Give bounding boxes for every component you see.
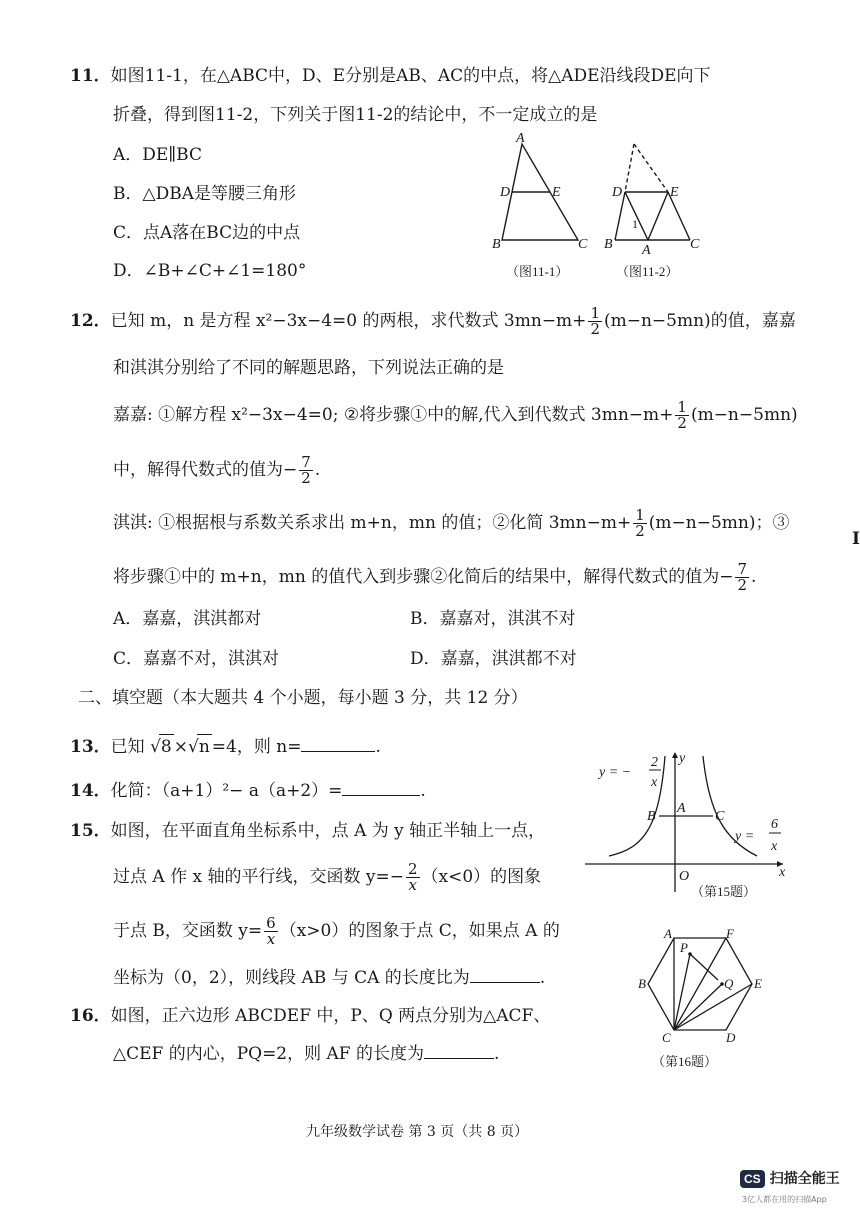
fraction-6-over-x — [264, 916, 278, 947]
q16-line2 — [113, 1042, 499, 1066]
q15-stem-3a: 于点 B，交函数 y= — [113, 921, 263, 941]
q12-jiajia-2a: 中，解得代数式的值为− — [113, 460, 298, 480]
q12-option-c: C．嘉嘉不对，淇淇对 — [113, 649, 280, 669]
q12-jiajia-1a: 嘉嘉: ①解方程 x²−3x−4=0; ②将步骤①中的解,代入到代数式 3mn−m+ — [113, 405, 674, 425]
q13-answer-blank[interactable] — [301, 735, 375, 752]
q14-end: . — [420, 781, 426, 801]
frac-den: 2 — [737, 576, 747, 594]
q16-stem-2: △CEF 的内心，PQ=2，则 AF 的长度为 — [113, 1044, 425, 1064]
fraction-half — [633, 508, 647, 539]
fraction-half — [588, 306, 602, 337]
fig15-label-y: y — [679, 751, 686, 766]
fig16-caption: （第16题） — [652, 1054, 718, 1069]
q12-option-d: D．嘉嘉，淇淇都不对 — [410, 649, 577, 669]
q15-line2 — [113, 862, 541, 893]
point-p — [688, 952, 692, 956]
q14-number: 14． — [70, 781, 111, 801]
fig11-1-caption: （图11-1） — [506, 264, 569, 279]
y-arrow — [672, 752, 678, 758]
q12-option-b: B．嘉嘉对，淇淇不对 — [410, 609, 576, 629]
fig16-label-b: B — [638, 976, 646, 991]
fig15-right-num: 6 — [771, 817, 778, 832]
frac-den: x — [266, 930, 276, 948]
q11-option-b: B．△DBA是等腰三角形 — [113, 184, 296, 204]
q11-line1 — [70, 64, 711, 88]
scanner-app-name: 扫描全能王 — [769, 1171, 840, 1187]
fig15-right-eq: y = — [735, 829, 755, 844]
q14-line — [70, 779, 426, 803]
q11-figures — [480, 128, 710, 286]
q15-stem-2b: （x<0）的图象 — [421, 867, 542, 887]
q15-line3 — [113, 916, 560, 947]
q13-post: =4，则 n= — [211, 737, 302, 757]
figure-11-1 — [502, 144, 578, 240]
q12-jiajia-2b: . — [314, 460, 321, 480]
q12-qiqi-1 — [113, 508, 789, 539]
frac-num: 7 — [301, 453, 311, 471]
fraction-seven-half — [735, 562, 749, 593]
scanner-tagline: 3亿人都在用的扫描App — [742, 1195, 827, 1204]
q11-option-a: A．DE∥BC — [113, 145, 202, 165]
fig11-2-angle-1: 1 — [632, 217, 638, 231]
frac-num: 7 — [737, 560, 747, 578]
fig11-1-label-c: C — [578, 237, 588, 252]
sqrt-radicand: 8 — [159, 734, 174, 759]
cs-logo-icon: CS — [740, 1170, 765, 1188]
q12-stem-1a: 已知 m，n 是方程 x²−3x−4=0 的两根，求代数式 3mn−m+ — [110, 311, 587, 331]
fig16-label-a: A — [664, 926, 672, 941]
seg-cq — [674, 984, 722, 1030]
fig15-right-den: x — [771, 839, 778, 854]
fig15-left-num: 2 — [651, 755, 658, 770]
edge-mark: I — [852, 529, 860, 549]
q14-answer-blank[interactable] — [342, 779, 420, 796]
q16-line1 — [70, 1004, 550, 1028]
q15-end: . — [539, 968, 546, 988]
q13-pre: 已知 — [110, 737, 145, 757]
sqrt-n: √n — [188, 737, 212, 757]
section-fill-in-blank-heading: 二、填空题（本大题共 4 个小题，每小题 3 分，共 12 分） — [78, 688, 528, 708]
fig11-2-label-a: A — [642, 243, 651, 258]
q13-number: 13． — [70, 737, 111, 757]
seg-ce — [674, 984, 752, 1030]
fig11-2-label-e: E — [670, 185, 679, 200]
frac-den: x — [408, 876, 417, 894]
q13-end: . — [375, 737, 381, 757]
q11-stem-2: 折叠，得到图11-2，下列关于图11-2的结论中，不一定成立的是 — [113, 105, 598, 125]
q16-end: . — [494, 1044, 500, 1064]
q12-jiajia-2 — [113, 455, 320, 486]
q11-option-d: D．∠B+∠C+∠1=180° — [113, 261, 307, 281]
q14-text: 化简：（a+1）²− a（a+2）= — [110, 781, 343, 801]
q16-number: 16． — [70, 1006, 111, 1026]
fig15-label-b: B — [647, 809, 656, 824]
fraction-half — [675, 400, 689, 431]
frac-den: 2 — [590, 320, 600, 338]
fig16-label-d: D — [726, 1030, 736, 1045]
q13-line — [70, 734, 381, 759]
page-footer: 九年级数学试卷 第 3 页（共 8 页） — [306, 1124, 529, 1140]
q11-option-c: C．点A落在BC边的中点 — [113, 223, 301, 243]
fig15-caption: （第15题） — [691, 884, 757, 899]
seg-cp — [674, 954, 690, 1030]
q12-number: 12． — [70, 311, 111, 331]
frac-num: 1 — [635, 506, 645, 524]
q15-line4 — [113, 966, 545, 990]
fraction-seven-half — [299, 455, 313, 486]
scanner-watermark — [740, 1168, 840, 1188]
fig11-2-label-d: D — [612, 185, 623, 200]
q15-stem-4: 坐标为（0，2），则线段 AB 与 CA 的长度比为 — [113, 968, 470, 988]
q15-stem-1: 如图，在平面直角坐标系中，点 A 为 y 轴正半轴上一点， — [110, 821, 546, 841]
q16-figure — [640, 926, 780, 1072]
frac-num: 1 — [590, 304, 600, 322]
fig11-1-label-d: D — [500, 185, 511, 200]
q16-stem-1: 如图，正六边形 ABCDEF 中，P、Q 两点分别为△ACF、 — [110, 1006, 551, 1026]
fig11-1-label-a: A — [516, 131, 525, 146]
q12-stem-1b: (m−n−5mn)的值，嘉嘉 — [603, 311, 796, 331]
q11-stem-1: 如图11-1，在△ABC中，D、E分别是AB、AC的中点，将△ADE沿线段DE向下 — [110, 66, 711, 86]
times-sign: × — [173, 737, 188, 757]
fig11-2-label-b: B — [604, 237, 613, 252]
fig16-label-c: C — [662, 1030, 671, 1045]
fraction-2-over-x — [406, 862, 420, 893]
q11-number: 11． — [70, 66, 111, 86]
fig15-left-den: x — [651, 775, 658, 790]
q12-qiqi-1b: (m−n−5mn)；③ — [648, 513, 790, 533]
q12-jiajia-1 — [113, 400, 798, 431]
fig11-2-caption: （图11-2） — [616, 264, 679, 279]
q15-number: 15． — [70, 821, 111, 841]
fig15-label-o: O — [679, 869, 690, 884]
fig16-label-p: P — [680, 940, 688, 955]
fig16-label-f: F — [726, 926, 734, 941]
q12-qiqi-1a: 淇淇: ①根据根与系数关系求出 m+n，mn 的值；②化简 3mn−m+ — [113, 513, 632, 533]
fig11-1-label-b: B — [492, 237, 501, 252]
q15-answer-blank[interactable] — [470, 966, 540, 983]
q15-line1 — [70, 819, 545, 843]
fig11-2-label-c: C — [690, 237, 700, 252]
frac-den: 2 — [301, 469, 311, 487]
sqrt-8: √8 — [150, 737, 174, 757]
q12-stem-2: 和淇淇分别给了不同的解题思路，下列说法正确的是 — [113, 358, 504, 378]
q12-qiqi-2b: . — [750, 567, 757, 587]
q16-answer-blank[interactable] — [424, 1042, 494, 1059]
fig15-left-eq: y = − — [599, 765, 632, 780]
q12-option-a: A．嘉嘉，淇淇都对 — [113, 609, 262, 629]
fig15-label-c: C — [715, 809, 725, 824]
q12-line1 — [70, 306, 796, 337]
fig15-label-x: x — [779, 865, 786, 880]
q12-qiqi-2a: 将步骤①中的 m+n，mn 的值代入到步骤②化简后的结果中，解得代数式的值为− — [113, 567, 734, 587]
frac-num: 1 — [677, 398, 687, 416]
fig16-label-q: Q — [724, 976, 734, 991]
fig15-label-a: A — [677, 801, 686, 816]
figure-11-2 — [615, 144, 690, 240]
frac-den: 2 — [677, 414, 687, 432]
frac-num: 2 — [407, 860, 418, 878]
frac-den: 2 — [635, 522, 645, 540]
fig11-1-label-e: E — [552, 185, 561, 200]
q12-jiajia-1b: (m−n−5mn) — [690, 405, 798, 425]
frac-num: 6 — [266, 914, 276, 932]
q15-stem-3b: （x>0）的图象于点 C，如果点 A 的 — [279, 921, 560, 941]
q15-stem-2a: 过点 A 作 x 轴的平行线，交函数 y=− — [113, 867, 404, 887]
sqrt-radicand: n — [197, 734, 212, 759]
q15-figure — [585, 744, 790, 904]
fig16-label-e: E — [754, 976, 762, 991]
q12-qiqi-2 — [113, 562, 756, 593]
